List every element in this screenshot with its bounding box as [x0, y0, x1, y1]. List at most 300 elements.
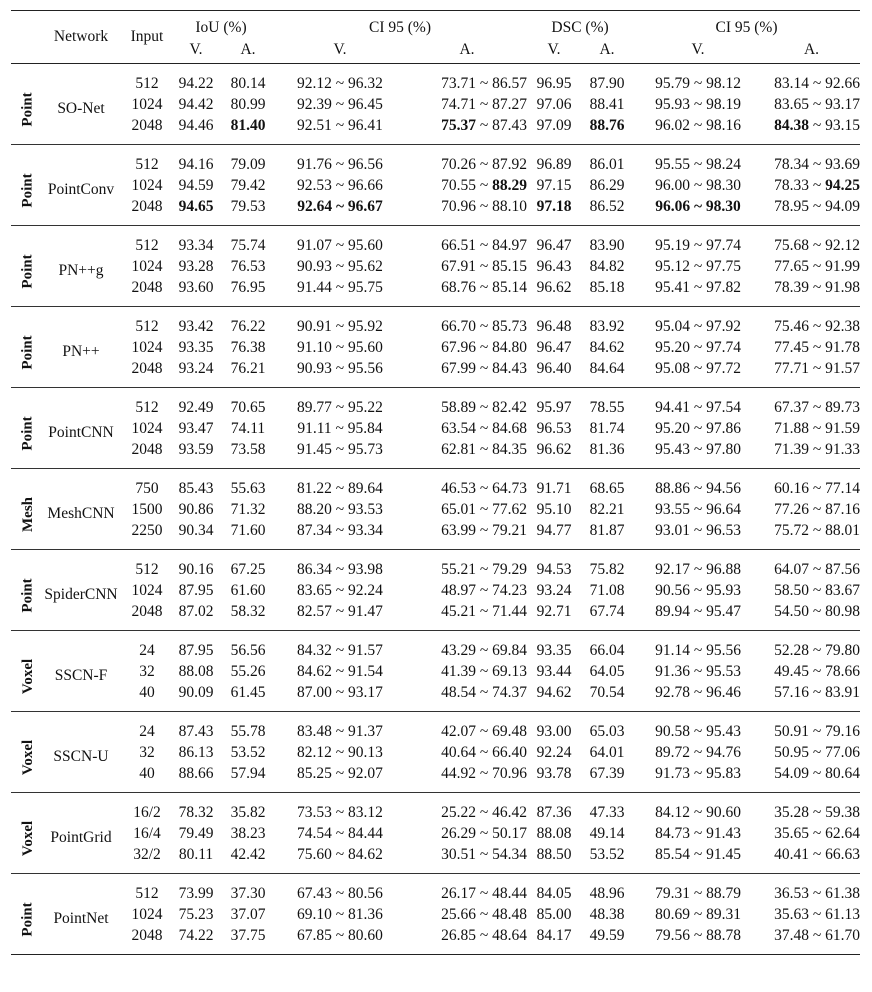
- cell-ci-dsc-v: 79.31 ~ 88.79: [655, 884, 741, 902]
- range-high: 87.43: [492, 116, 527, 134]
- cell-dsc-v: 97.18: [536, 197, 572, 215]
- group-type-label: [11, 712, 37, 793]
- cell-ci-dsc-a: 54.09 ~ 80.64: [774, 764, 861, 782]
- cell-dsc-a: 84.82: [589, 257, 625, 275]
- cell-iou-v: 79.49: [178, 824, 214, 842]
- cell-dsc-v: 93.00: [536, 722, 572, 740]
- cell-ci-iou-v: 67.43 ~ 80.56: [297, 884, 383, 902]
- cell-iou-v: 90.86: [178, 500, 214, 518]
- range-high: 93.15: [825, 116, 861, 134]
- group-type-text: Mesh: [20, 496, 36, 532]
- cell-ci-dsc-v: 89.94 ~ 95.47: [655, 602, 741, 620]
- group-type-text: Point: [19, 172, 36, 208]
- cell-ci-iou-v: 85.25 ~ 92.07: [297, 764, 383, 782]
- cell-ci-dsc-v: 95.55 ~ 98.24: [655, 155, 741, 173]
- header-network: Network: [53, 28, 109, 45]
- cell-dsc-v: 94.53: [536, 560, 572, 578]
- cell-iou-v: 94.59: [178, 176, 214, 194]
- cell-dsc-a: 65.03: [589, 722, 625, 740]
- cell-ci-iou-v: 91.11 ~ 95.84: [297, 419, 383, 437]
- cell-iou-a: 58.32: [230, 602, 266, 620]
- cell-ci-iou-v: 92.39 ~ 96.45: [297, 95, 383, 113]
- table-row: [11, 469, 860, 500]
- cell-input: 2048: [131, 926, 163, 944]
- cell-ci-iou-a: 70.55 ~ 88.29: [441, 176, 527, 194]
- cell-ci-iou-a: 70.96 ~ 88.10: [441, 197, 527, 215]
- cell-iou-a: 42.42: [230, 845, 266, 863]
- cell-iou-a: 55.26: [230, 662, 266, 680]
- cell-dsc-v: 96.47: [536, 236, 572, 254]
- cell-ci-dsc-v: 91.36 ~ 95.53: [655, 662, 741, 680]
- cell-iou-a: 76.22: [230, 317, 266, 335]
- cell-ci-dsc-v: 95.19 ~ 97.74: [655, 236, 741, 254]
- cell-iou-a: 61.45: [230, 683, 266, 701]
- cell-dsc-a: 83.90: [589, 236, 625, 254]
- cell-ci-iou-v: 83.48 ~ 91.37: [297, 722, 383, 740]
- cell-ci-dsc-a: 50.91 ~ 79.16: [774, 722, 861, 740]
- group-type-label: [11, 307, 37, 388]
- table-row: [11, 712, 860, 743]
- cell-input: 512: [135, 560, 159, 578]
- table-row: [11, 277, 860, 307]
- cell-ci-iou-a: 67.99 ~ 84.43: [441, 359, 527, 377]
- cell-ci-dsc-v: 84.73 ~ 91.43: [655, 824, 741, 842]
- cell-dsc-a: 68.65: [589, 479, 625, 497]
- cell-iou-v: 87.43: [178, 722, 214, 740]
- cell-iou-a: 79.09: [230, 155, 266, 173]
- cell-ci-iou-v: 74.54 ~ 84.44: [297, 824, 383, 842]
- cell-ci-iou-v: 91.76 ~ 96.56: [297, 155, 383, 173]
- cell-iou-v: 75.23: [178, 905, 214, 923]
- cell-dsc-v: 96.47: [536, 338, 572, 356]
- cell-ci-iou-a: 63.99 ~ 79.21: [441, 521, 527, 539]
- cell-input: 2048: [131, 602, 163, 620]
- cell-ci-iou-v: 84.32 ~ 91.57: [297, 641, 383, 659]
- header-ci-dsc-v: V.: [691, 41, 705, 58]
- cell-dsc-a: 84.62: [589, 338, 625, 356]
- cell-dsc-v: 97.06: [536, 95, 572, 113]
- table-row: [11, 823, 860, 844]
- cell-ci-iou-a: 42.07 ~ 69.48: [441, 722, 527, 740]
- cell-input: 32/2: [133, 845, 161, 863]
- cell-dsc-a: 49.14: [589, 824, 625, 842]
- header-ci-dsc: CI 95 (%): [715, 19, 778, 36]
- cell-ci-iou-v: 84.62 ~ 91.54: [297, 662, 383, 680]
- cell-iou-a: 74.11: [230, 419, 266, 437]
- cell-ci-iou-v: 82.12 ~ 90.13: [297, 743, 383, 761]
- cell-ci-dsc-a: 78.95 ~ 94.09: [774, 197, 861, 215]
- cell-dsc-a: 71.08: [589, 581, 625, 599]
- cell-iou-a: 80.14: [230, 74, 266, 92]
- header-ci-iou-v: V.: [333, 41, 347, 58]
- cell-input: 24: [139, 641, 155, 659]
- network-name: PointConv: [47, 180, 115, 198]
- cell-dsc-v: 93.35: [536, 641, 572, 659]
- cell-iou-a: 37.30: [230, 884, 266, 902]
- cell-dsc-v: 96.43: [536, 257, 572, 275]
- cell-ci-iou-a: 55.21 ~ 79.29: [441, 560, 527, 578]
- table-row: [11, 793, 860, 824]
- cell-ci-iou-a: 26.85 ~ 48.64: [441, 926, 527, 944]
- cell-iou-v: 86.13: [178, 743, 214, 761]
- cell-dsc-v: 96.48: [536, 317, 572, 335]
- table-row: [11, 844, 860, 874]
- cell-iou-v: 94.16: [178, 155, 214, 173]
- cell-ci-iou-a: 25.66 ~ 48.48: [441, 905, 527, 923]
- cell-ci-iou-v: 69.10 ~ 81.36: [297, 905, 383, 923]
- table-row: [11, 64, 860, 95]
- cell-ci-iou-v: 83.65 ~ 92.24: [297, 581, 383, 599]
- cell-input: 32: [139, 743, 155, 761]
- cell-ci-dsc-a: 77.65 ~ 91.99: [774, 257, 861, 275]
- cell-ci-iou-a: 48.97 ~ 74.23: [441, 581, 527, 599]
- cell-dsc-a: 86.29: [589, 176, 625, 194]
- cell-ci-dsc-a: 83.14 ~ 92.66: [774, 74, 861, 92]
- cell-input: 1024: [131, 95, 163, 113]
- cell-ci-iou-a: 41.39 ~ 69.13: [441, 662, 527, 680]
- group-5: [11, 469, 860, 550]
- cell-iou-v: 90.09: [178, 683, 214, 701]
- cell-ci-dsc-v: 96.06 ~ 98.30: [655, 197, 741, 215]
- cell-ci-dsc-v: 90.56 ~ 95.93: [655, 581, 741, 599]
- cell-ci-dsc-v: 79.56 ~ 88.78: [655, 926, 741, 944]
- cell-ci-dsc-a: 75.46 ~ 92.38: [774, 317, 861, 335]
- network-name: SO-Net: [57, 99, 105, 117]
- group-0: [11, 64, 860, 145]
- cell-ci-iou-v: 90.93 ~ 95.62: [297, 257, 383, 275]
- group-type-text: Voxel: [20, 820, 37, 856]
- cell-input: 750: [135, 479, 159, 497]
- cell-dsc-a: 81.74: [589, 419, 625, 437]
- cell-ci-dsc-a: 37.48 ~ 61.70: [774, 926, 861, 944]
- cell-ci-iou-v: 91.44 ~ 95.75: [297, 278, 383, 296]
- cell-input: 512: [135, 236, 159, 254]
- cell-input: 2048: [131, 278, 163, 296]
- cell-ci-dsc-a: 64.07 ~ 87.56: [774, 560, 861, 578]
- group-4: [11, 388, 860, 469]
- cell-ci-dsc-a: 84.38 ~ 93.15: [774, 116, 861, 134]
- cell-ci-dsc-a: 52.28 ~ 79.80: [774, 641, 861, 659]
- cell-dsc-a: 70.54: [589, 683, 625, 701]
- group-type-text: Point: [19, 91, 36, 127]
- network-name: PointCNN: [48, 423, 114, 441]
- cell-dsc-a: 53.52: [589, 845, 625, 863]
- cell-dsc-a: 47.33: [589, 803, 625, 821]
- cell-dsc-a: 85.18: [589, 278, 625, 296]
- cell-iou-v: 93.34: [178, 236, 214, 254]
- cell-ci-dsc-a: 54.50 ~ 80.98: [774, 602, 861, 620]
- cell-ci-iou-a: 73.71 ~ 86.57: [441, 74, 527, 92]
- cell-dsc-a: 48.38: [589, 905, 625, 923]
- cell-iou-v: 94.22: [178, 74, 214, 92]
- cell-dsc-v: 88.50: [536, 845, 572, 863]
- cell-input: 512: [135, 155, 159, 173]
- cell-ci-iou-a: 75.37 ~ 87.43: [441, 116, 527, 134]
- cell-ci-iou-a: 30.51 ~ 54.34: [441, 845, 527, 863]
- cell-ci-dsc-v: 95.20 ~ 97.74: [655, 338, 741, 356]
- cell-ci-iou-a: 70.26 ~ 87.92: [441, 155, 527, 173]
- network-name: MeshCNN: [47, 504, 115, 522]
- cell-iou-a: 76.38: [230, 338, 266, 356]
- cell-iou-v: 90.34: [178, 521, 214, 539]
- cell-dsc-v: 97.09: [536, 116, 572, 134]
- cell-ci-dsc-a: 49.45 ~ 78.66: [774, 662, 861, 680]
- network-name: SSCN-U: [53, 747, 109, 765]
- cell-input: 1024: [131, 176, 163, 194]
- cell-dsc-a: 81.87: [589, 521, 625, 539]
- cell-ci-dsc-a: 78.33 ~ 94.25: [774, 176, 861, 194]
- cell-dsc-a: 78.55: [589, 398, 625, 416]
- cell-input: 1024: [131, 581, 163, 599]
- cell-input: 16/4: [133, 824, 161, 842]
- cell-input: 1024: [131, 905, 163, 923]
- cell-ci-dsc-a: 35.65 ~ 62.64: [774, 824, 861, 842]
- cell-input: 512: [135, 317, 159, 335]
- cell-ci-iou-v: 92.51 ~ 96.41: [297, 116, 383, 134]
- range-low: 78.33: [774, 176, 809, 194]
- table-row: [11, 601, 860, 631]
- cell-ci-iou-a: 48.54 ~ 74.37: [441, 683, 527, 701]
- cell-dsc-a: 84.64: [589, 359, 625, 377]
- cell-iou-v: 93.42: [178, 317, 214, 335]
- group-type-label: [11, 64, 37, 145]
- header-ci-iou-a: A.: [459, 41, 475, 58]
- header-input: Input: [130, 28, 164, 45]
- cell-input: 40: [139, 683, 155, 701]
- table-row: [11, 196, 860, 226]
- cell-input: 2048: [131, 359, 163, 377]
- table-row: [11, 661, 860, 682]
- cell-iou-a: 37.07: [230, 905, 266, 923]
- cell-iou-v: 85.43: [178, 479, 214, 497]
- cell-input: 2048: [131, 116, 163, 134]
- network-name: PN++: [62, 342, 100, 360]
- cell-dsc-a: 75.82: [589, 560, 625, 578]
- network-name: PN++g: [58, 261, 104, 279]
- group-6: [11, 550, 860, 631]
- table-row: [11, 763, 860, 793]
- cell-dsc-v: 92.24: [536, 743, 572, 761]
- table-row: [11, 226, 860, 257]
- group-10: [11, 874, 860, 955]
- header-dsc-a: A.: [599, 41, 615, 58]
- table-row: [11, 925, 860, 955]
- cell-input: 1500: [131, 500, 163, 518]
- group-type-text: Point: [19, 253, 36, 289]
- cell-dsc-a: 88.41: [589, 95, 625, 113]
- results-table: [11, 10, 860, 955]
- cell-input: 40: [139, 764, 155, 782]
- cell-dsc-a: 66.04: [589, 641, 625, 659]
- cell-iou-a: 71.32: [230, 500, 266, 518]
- cell-ci-dsc-a: 71.88 ~ 91.59: [774, 419, 861, 437]
- cell-dsc-v: 93.78: [536, 764, 572, 782]
- table-row: [11, 358, 860, 388]
- cell-ci-iou-a: 65.01 ~ 77.62: [441, 500, 527, 518]
- cell-dsc-v: 95.97: [536, 398, 572, 416]
- cell-iou-v: 88.08: [178, 662, 214, 680]
- cell-input: 2250: [131, 521, 163, 539]
- cell-ci-dsc-v: 88.86 ~ 94.56: [655, 479, 741, 497]
- cell-ci-iou-a: 58.89 ~ 82.42: [441, 398, 527, 416]
- cell-input: 512: [135, 398, 159, 416]
- range-high: 88.29: [492, 176, 527, 194]
- cell-ci-dsc-a: 60.16 ~ 77.14: [774, 479, 861, 497]
- group-1: [11, 145, 860, 226]
- cell-dsc-v: 93.24: [536, 581, 572, 599]
- cell-iou-v: 80.11: [178, 845, 214, 863]
- cell-dsc-v: 94.77: [536, 521, 572, 539]
- cell-ci-iou-v: 90.91 ~ 95.92: [297, 317, 383, 335]
- cell-iou-a: 76.21: [230, 359, 266, 377]
- cell-ci-dsc-v: 95.08 ~ 97.72: [655, 359, 741, 377]
- cell-ci-iou-v: 92.64 ~ 96.67: [297, 197, 383, 215]
- cell-dsc-a: 86.01: [589, 155, 625, 173]
- cell-iou-v: 94.65: [178, 197, 214, 215]
- cell-iou-v: 93.24: [178, 359, 214, 377]
- cell-iou-a: 37.75: [230, 926, 266, 944]
- range-high: 94.25: [825, 176, 861, 194]
- cell-dsc-v: 92.71: [536, 602, 572, 620]
- group-type-label: [11, 874, 37, 955]
- cell-iou-v: 73.99: [178, 884, 214, 902]
- cell-dsc-a: 67.74: [589, 602, 625, 620]
- cell-ci-iou-a: 62.81 ~ 84.35: [441, 440, 527, 458]
- cell-input: 24: [139, 722, 155, 740]
- cell-dsc-a: 87.90: [589, 74, 625, 92]
- cell-iou-v: 93.60: [178, 278, 214, 296]
- cell-ci-iou-a: 44.92 ~ 70.96: [441, 764, 527, 782]
- cell-ci-dsc-a: 78.39 ~ 91.98: [774, 278, 861, 296]
- cell-iou-a: 76.53: [230, 257, 266, 275]
- cell-ci-dsc-v: 85.54 ~ 91.45: [655, 845, 741, 863]
- cell-ci-dsc-v: 91.14 ~ 95.56: [655, 641, 741, 659]
- network-name: PointNet: [53, 909, 109, 927]
- cell-iou-a: 80.99: [230, 95, 266, 113]
- cell-iou-a: 75.74: [230, 236, 266, 254]
- cell-ci-dsc-a: 40.41 ~ 66.63: [774, 845, 861, 863]
- cell-ci-iou-a: 26.17 ~ 48.44: [441, 884, 527, 902]
- cell-ci-iou-a: 25.22 ~ 46.42: [441, 803, 527, 821]
- cell-ci-dsc-a: 83.65 ~ 93.17: [774, 95, 861, 113]
- table-row: [11, 256, 860, 277]
- cell-ci-dsc-v: 94.41 ~ 97.54: [655, 398, 741, 416]
- group-3: [11, 307, 860, 388]
- cell-ci-iou-a: 67.91 ~ 85.15: [441, 257, 527, 275]
- cell-dsc-a: 67.39: [589, 764, 625, 782]
- cell-ci-iou-v: 89.77 ~ 95.22: [297, 398, 383, 416]
- cell-input: 1024: [131, 419, 163, 437]
- cell-ci-iou-v: 75.60 ~ 84.62: [297, 845, 383, 863]
- cell-ci-iou-a: 63.54 ~ 84.68: [441, 419, 527, 437]
- cell-input: 2048: [131, 440, 163, 458]
- cell-dsc-v: 88.08: [536, 824, 572, 842]
- group-type-label: [11, 793, 37, 874]
- network-name: SSCN-F: [54, 666, 108, 684]
- cell-ci-iou-v: 91.07 ~ 95.60: [297, 236, 383, 254]
- cell-ci-dsc-v: 95.04 ~ 97.92: [655, 317, 741, 335]
- cell-ci-dsc-a: 36.53 ~ 61.38: [774, 884, 861, 902]
- cell-ci-dsc-a: 75.72 ~ 88.01: [774, 521, 861, 539]
- cell-ci-iou-a: 45.21 ~ 71.44: [441, 602, 527, 620]
- cell-dsc-a: 64.05: [589, 662, 625, 680]
- range-low: 70.55: [441, 176, 476, 194]
- cell-ci-iou-v: 92.53 ~ 96.66: [297, 176, 383, 194]
- group-type-text: Point: [19, 577, 36, 613]
- cell-iou-a: 55.63: [230, 479, 266, 497]
- cell-dsc-v: 87.36: [536, 803, 572, 821]
- cell-input: 2048: [131, 197, 163, 215]
- cell-iou-a: 71.60: [230, 521, 266, 539]
- group-type-text: Voxel: [20, 658, 37, 694]
- cell-input: 1024: [131, 257, 163, 275]
- cell-iou-v: 92.49: [178, 398, 214, 416]
- cell-dsc-a: 86.52: [589, 197, 625, 215]
- cell-dsc-a: 49.59: [589, 926, 625, 944]
- cell-iou-v: 87.95: [178, 581, 214, 599]
- cell-iou-v: 93.28: [178, 257, 214, 275]
- cell-iou-a: 79.42: [230, 176, 266, 194]
- range-low: 75.37: [441, 116, 476, 134]
- header-type: [11, 11, 37, 64]
- table-row: [11, 580, 860, 601]
- cell-iou-v: 93.35: [178, 338, 214, 356]
- cell-dsc-v: 95.10: [536, 500, 572, 518]
- cell-iou-a: 81.40: [230, 116, 266, 134]
- cell-ci-dsc-a: 71.39 ~ 91.33: [774, 440, 861, 458]
- cell-ci-dsc-a: 58.50 ~ 83.67: [774, 581, 861, 599]
- cell-input: 32: [139, 662, 155, 680]
- group-type-label: [11, 631, 37, 712]
- cell-iou-v: 87.95: [178, 641, 214, 659]
- cell-ci-dsc-v: 80.69 ~ 89.31: [655, 905, 741, 923]
- cell-dsc-v: 96.89: [536, 155, 572, 173]
- table-row: [11, 337, 860, 358]
- cell-iou-a: 35.82: [230, 803, 266, 821]
- cell-iou-v: 87.02: [178, 602, 214, 620]
- cell-dsc-v: 84.17: [536, 926, 572, 944]
- cell-ci-dsc-v: 95.20 ~ 97.86: [655, 419, 741, 437]
- cell-ci-dsc-v: 93.55 ~ 96.64: [655, 500, 741, 518]
- cell-iou-v: 88.66: [178, 764, 214, 782]
- cell-dsc-v: 94.62: [536, 683, 572, 701]
- cell-dsc-v: 96.95: [536, 74, 572, 92]
- cell-ci-iou-v: 90.93 ~ 95.56: [297, 359, 383, 377]
- table-row: [11, 682, 860, 712]
- table-row: [11, 439, 860, 469]
- cell-ci-iou-v: 87.00 ~ 93.17: [297, 683, 383, 701]
- cell-ci-iou-a: 67.96 ~ 84.80: [441, 338, 527, 356]
- cell-dsc-a: 88.76: [589, 116, 625, 134]
- cell-ci-iou-a: 40.64 ~ 66.40: [441, 743, 527, 761]
- header-ci-iou: CI 95 (%): [369, 19, 431, 36]
- table-row: [11, 145, 860, 176]
- header-dsc: DSC (%): [551, 19, 609, 36]
- cell-ci-iou-a: 26.29 ~ 50.17: [441, 824, 527, 842]
- cell-ci-iou-v: 67.85 ~ 80.60: [297, 926, 383, 944]
- cell-dsc-v: 97.15: [536, 176, 572, 194]
- cell-ci-iou-v: 91.10 ~ 95.60: [297, 338, 383, 356]
- cell-ci-dsc-v: 91.73 ~ 95.83: [655, 764, 741, 782]
- cell-dsc-v: 84.05: [536, 884, 572, 902]
- cell-ci-iou-v: 91.45 ~ 95.73: [297, 440, 383, 458]
- group-type-text: Point: [19, 415, 36, 451]
- network-name: SpiderCNN: [44, 585, 118, 603]
- cell-ci-dsc-v: 92.78 ~ 96.46: [655, 683, 741, 701]
- cell-dsc-a: 48.96: [589, 884, 625, 902]
- cell-iou-a: 53.52: [230, 743, 266, 761]
- cell-iou-a: 79.53: [230, 197, 266, 215]
